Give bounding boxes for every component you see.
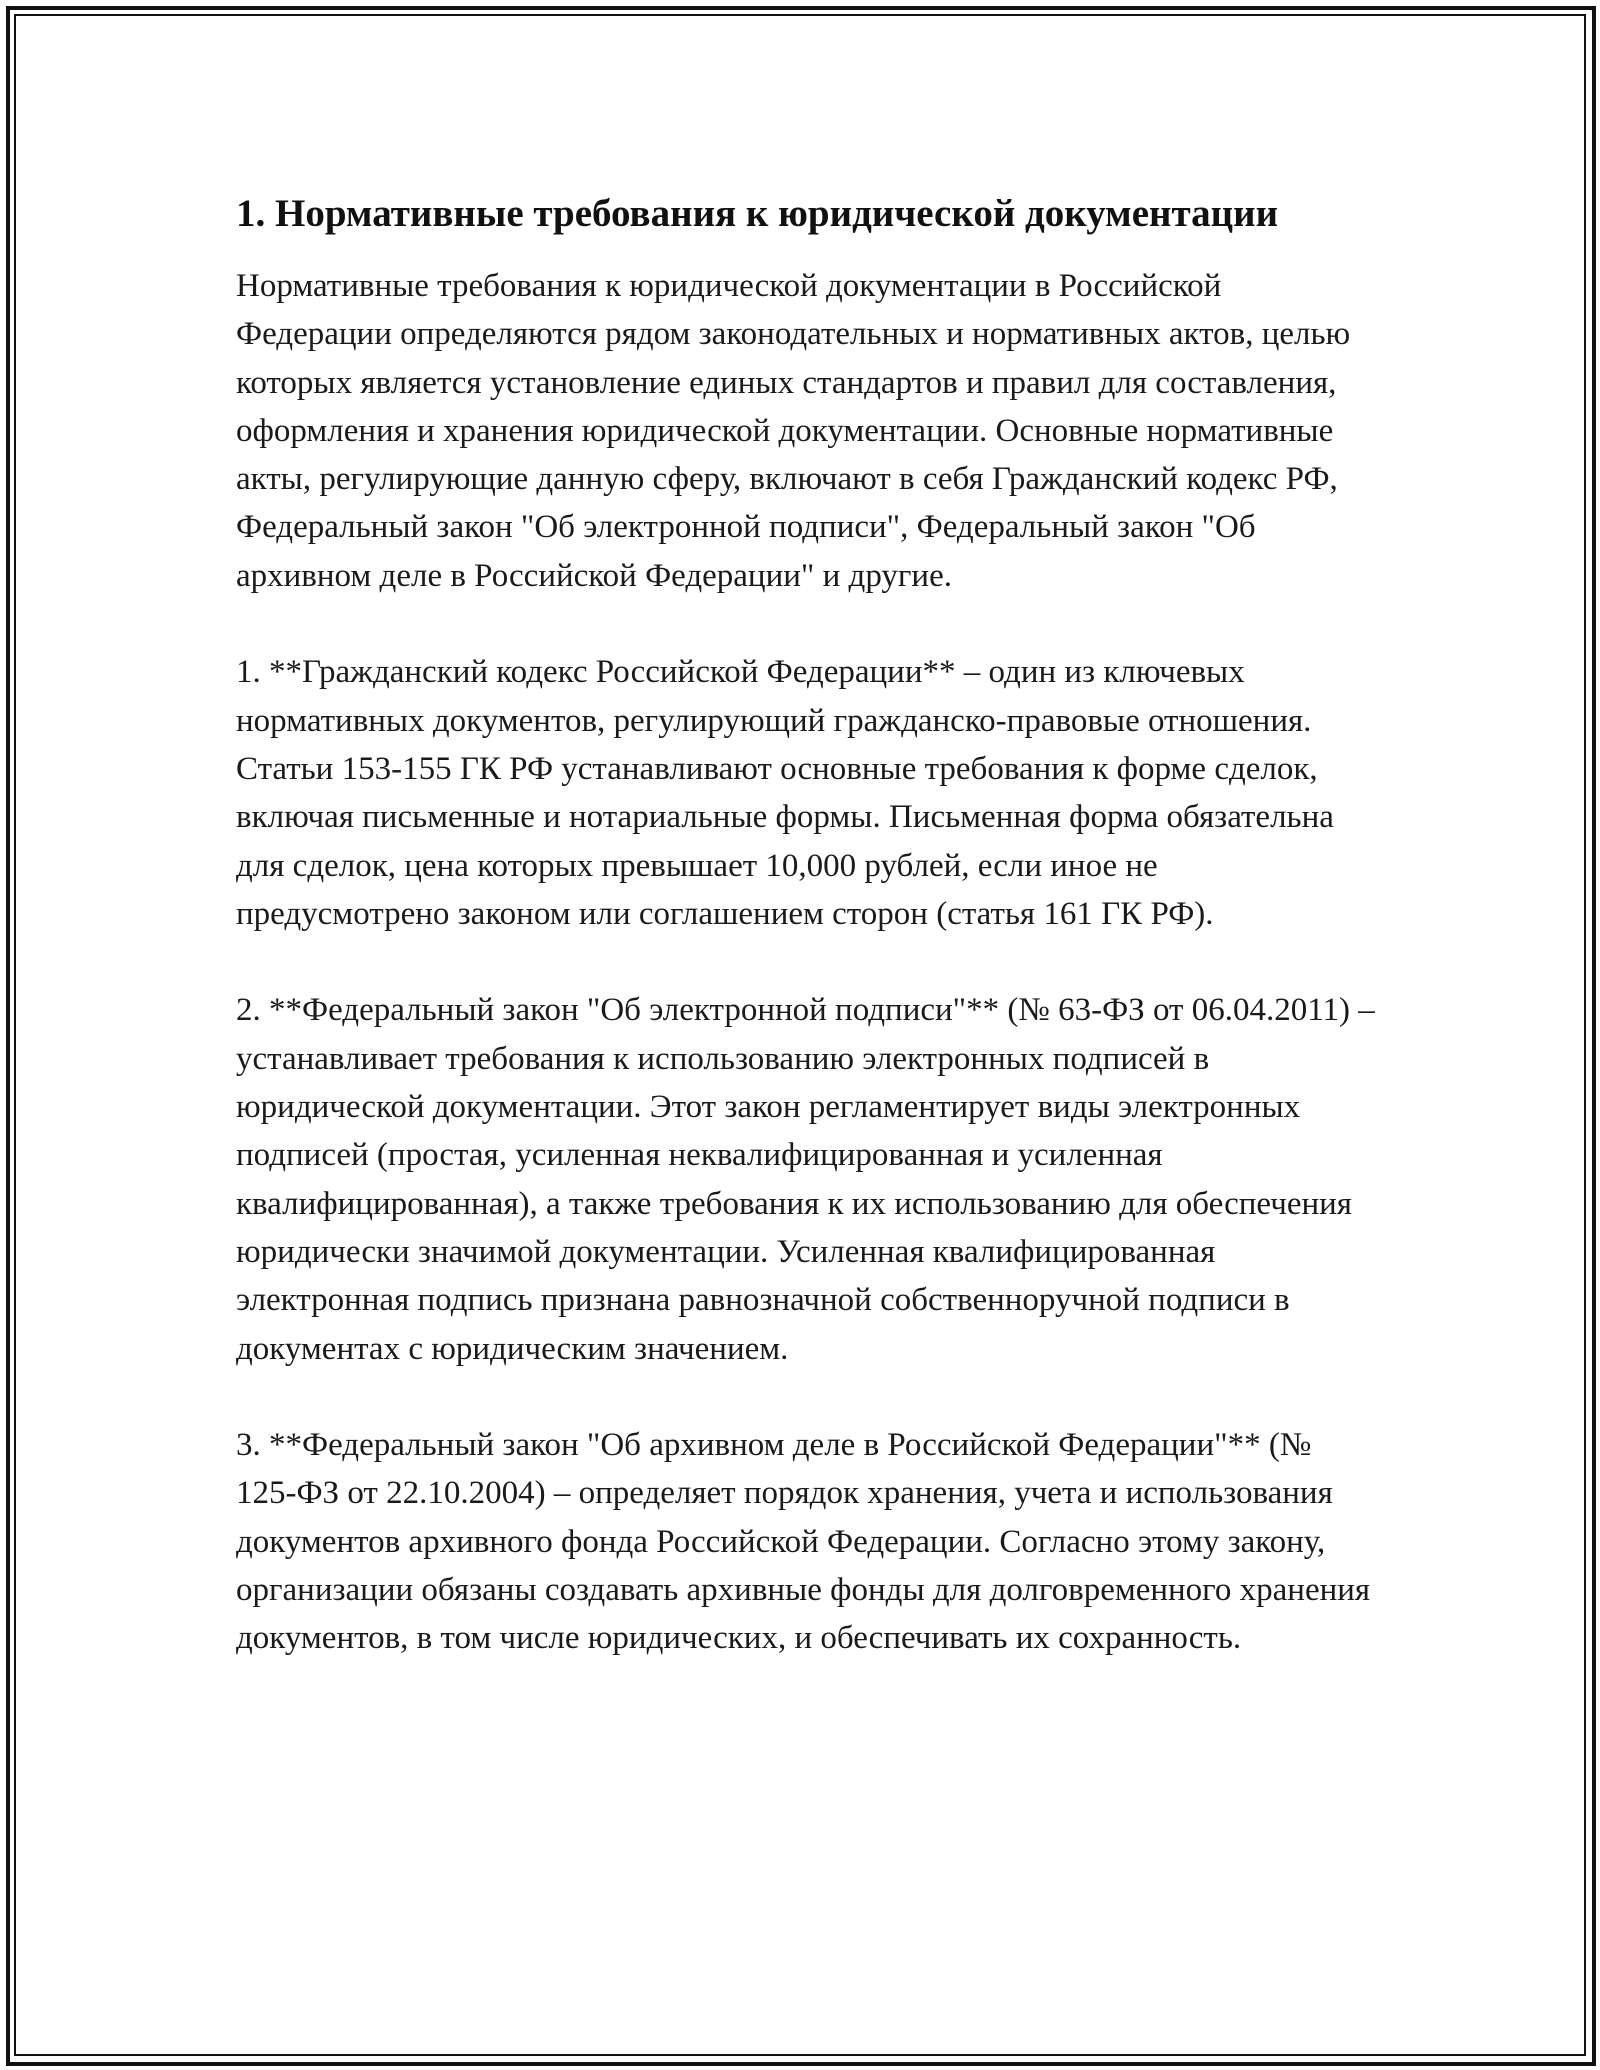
paragraph-spacer [236, 1373, 1376, 1421]
section-title: 1. Нормативные требования к юридической документации [236, 192, 1279, 235]
paragraph-spacer [236, 938, 1376, 986]
paragraph-spacer [236, 600, 1376, 648]
item-e-signature-law-paragraph: 2. **Федеральный закон "Об электронной подписи"** (№ 63-ФЗ от 06.04.2011) – устанавливает требования к использованию электронных подписей в юридической документации. Этот закон регламентирует виды электронных подписей (простая, усиленная неквалифицированная и усиленная квалифицированная), а также требования к их использованию для обеспечения юридически значимой документации. Усиленная квалифицированная электронная подпись признана равнозначной собственноручной подписи в документах с юридическим значением. [236, 992, 1375, 1367]
item-archive-law-paragraph: 3. **Федеральный закон "Об архивном деле в Российской Федерации"** (№ 125-ФЗ от 22.10.2004) – определяет порядок хранения, учета и использования документов архивного фонда Российской Федерации. Согласно этому закону, организации обязаны создавать архивные фонды для долговременного хранения документов, в том числе юридических, и обеспечивать их сохранность. [236, 1427, 1371, 1657]
item-civil-code-paragraph: 1. **Гражданский кодекс Российской Федерации** – один из ключевых нормативных документов, регулирующий гражданско-правовые отношения. Статьи 153-155 ГК РФ устанавливают основные требования к форме сделок, включая письменные и нотариальные формы. Письменная форма обязательна для сделок, цена которых превышает 10,000 рублей, если иное не предусмотрено законом или соглашением сторон (статья 161 ГК РФ). [236, 654, 1334, 932]
intro-paragraph: Нормативные требования к юридической документации в Российской Федерации определяются рядом законодательных и нормативных актов, целью которых является установление единых стандартов и правил для составления, оформления и хранения юридической документации. Основные нормативные акты, регулирующие данную сферу, включают в себя Гражданский кодекс РФ, Федеральный закон "Об электронной подписи", Федеральный закон "Об архивном деле в Российской Федерации" и другие. [236, 268, 1351, 594]
document-body [236, 186, 1376, 1663]
